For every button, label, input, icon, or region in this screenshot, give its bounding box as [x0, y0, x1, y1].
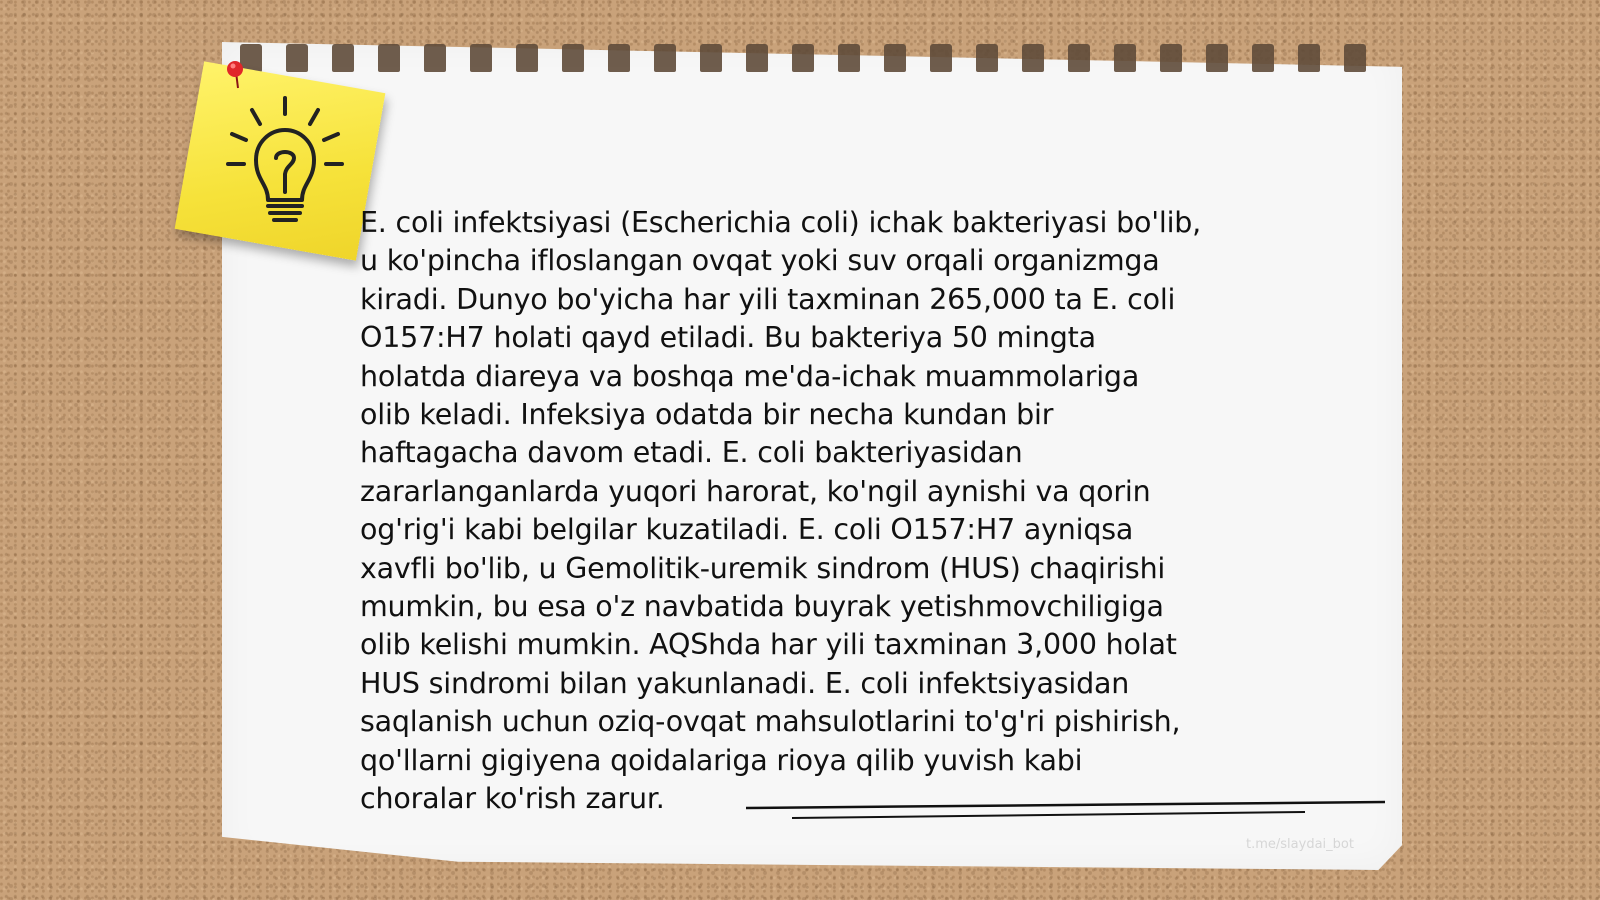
binding-hole [1252, 44, 1274, 72]
binding-hole [976, 44, 998, 72]
binding-hole [562, 44, 584, 72]
binding-hole [746, 44, 768, 72]
binding-hole [1068, 44, 1090, 72]
binding-hole [286, 44, 308, 72]
note-body-text: E. coli infektsiyasi (Escherichia coli) ichak bakteriyasi bo'lib, u ko'pincha ifloslangan ovqat yoki suv orqali organizmga kiradi. Dunyo bo'yicha har yili taxminan 265,000 ta E. coli O157:H7 holati qayd etiladi. Bu bakteriya 50 mingta holatda diareya va boshqa me'da-ichak muammolariga olib keladi. Infeksiya odatda bir necha kundan bir haftagacha davom etadi. E. coli bakteriyasidan zararlanganlarda yuqori harorat, ko'ngil aynishi va qorin og'rig'i kabi belgilar kuzatiladi. E. coli O157:H7 ayniqsa xavfli bo'lib, u Gemolitik-uremik sindrom (HUS) chaqirishi mumkin, bu esa o'z navbatida buyrak yetishmovchiligiga olib kelishi mumkin. AQShda har yili taxminan 3,000 holat HUS sindromi bilan yakunlanadi. E. coli infektsiyasidan saqlanish uchun oziq-ovqat mahsulotlarini to'g'ri pishirish, qo'llarni gigiyena qoidalariga rioya qilib yuvish kabi choralar ko'rish zarur. [360, 206, 1202, 816]
paper-binding-holes [240, 44, 1370, 84]
binding-hole [1206, 44, 1228, 72]
binding-hole [608, 44, 630, 72]
binding-hole [654, 44, 676, 72]
binding-hole [792, 44, 814, 72]
binding-hole [1022, 44, 1044, 72]
binding-hole [516, 44, 538, 72]
push-pin-icon [226, 60, 246, 90]
binding-hole [700, 44, 722, 72]
binding-hole [838, 44, 860, 72]
binding-hole [1344, 44, 1366, 72]
watermark: t.me/slaydai_bot [1246, 837, 1354, 852]
binding-hole [1114, 44, 1136, 72]
binding-hole [470, 44, 492, 72]
binding-hole [424, 44, 446, 72]
binding-hole [930, 44, 952, 72]
binding-hole [332, 44, 354, 72]
lightbulb-icon [220, 92, 350, 232]
binding-hole [378, 44, 400, 72]
binding-hole [1298, 44, 1320, 72]
decorative-underlines [740, 800, 1390, 830]
binding-hole [884, 44, 906, 72]
binding-hole [1160, 44, 1182, 72]
